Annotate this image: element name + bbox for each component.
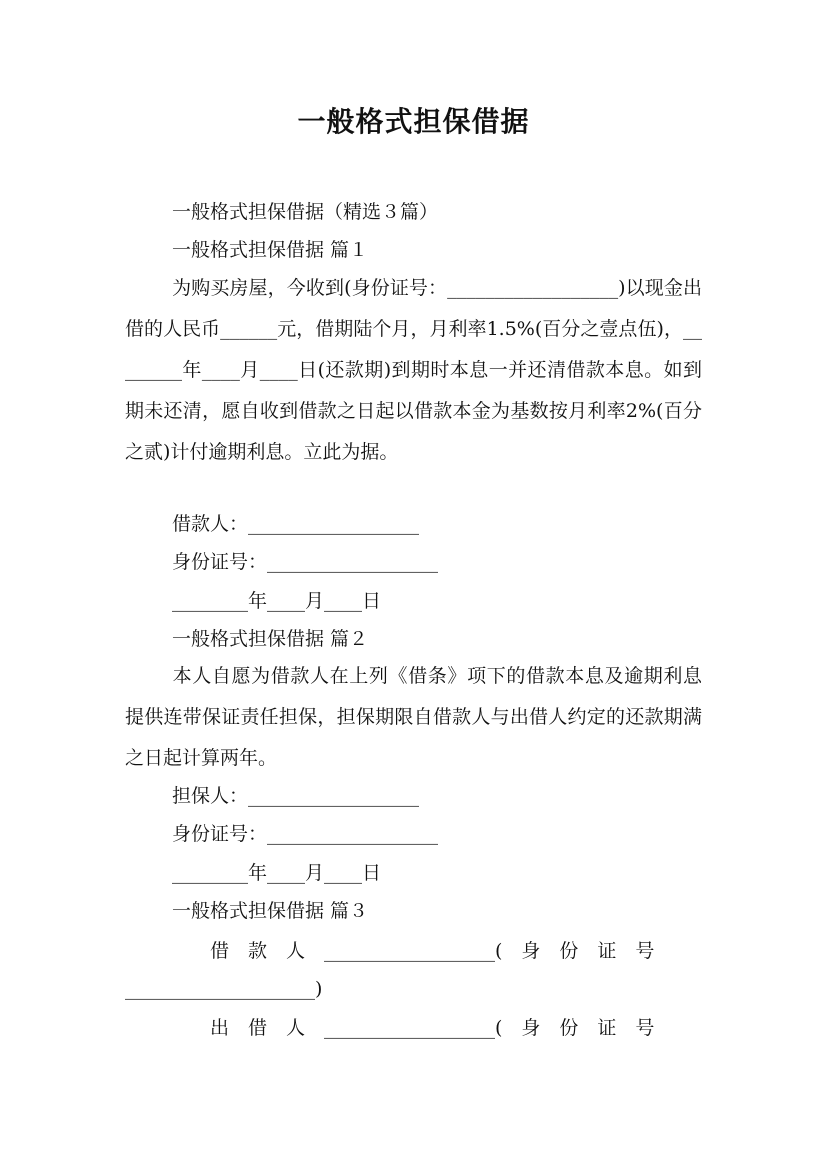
section1-date: ________年____月____日	[172, 590, 382, 612]
section2-heading: 一般格式担保借据 篇２	[172, 628, 369, 650]
document-subtitle: 一般格式担保借据（精选３篇）	[172, 201, 439, 223]
section1-borrower: 借款人：__________________	[172, 513, 420, 535]
section2-guarantor: 担保人：__________________	[172, 785, 420, 807]
document-title: 一般格式担保借据	[297, 105, 530, 138]
section3-heading: 一般格式担保借据 篇３	[172, 900, 369, 922]
section2-body	[125, 656, 702, 779]
section1-id-number: 身份证号：__________________	[172, 551, 439, 573]
section1-heading: 一般格式担保借据 篇１	[172, 239, 369, 261]
section2-date: ________年____月____日	[172, 862, 382, 884]
section3-borrower-line-cont: ____________________)	[125, 978, 323, 1000]
section2-id-number: 身份证号：__________________	[172, 823, 439, 845]
section1-body	[125, 268, 702, 473]
section2-body-text: 本人自愿为借款人在上列《借条》项下的借款本息及逾期利息提供连带保证责任担保，担保期限自借款人与出借人约定的还款期满之日起计算两年。	[125, 665, 702, 769]
section3-lender-line: 出 借 人 __________________( 身 份 证 号	[210, 1017, 655, 1039]
section3-borrower-line: 借 款 人 __________________( 身 份 证 号	[210, 940, 655, 962]
section1-body-text: 为购买房屋，今收到(身份证号：__________________)以现金出借的人民币______元，借期陆个月，月利率1.5%(百分之壹点伍)，________年____月____日(还款期)到期时本息一并还清借款本息。如到期未还清，愿自收到借款之日起以借款本金为基数按月利率2%(百分之贰)计付逾期利息。立此为据。	[125, 277, 702, 463]
